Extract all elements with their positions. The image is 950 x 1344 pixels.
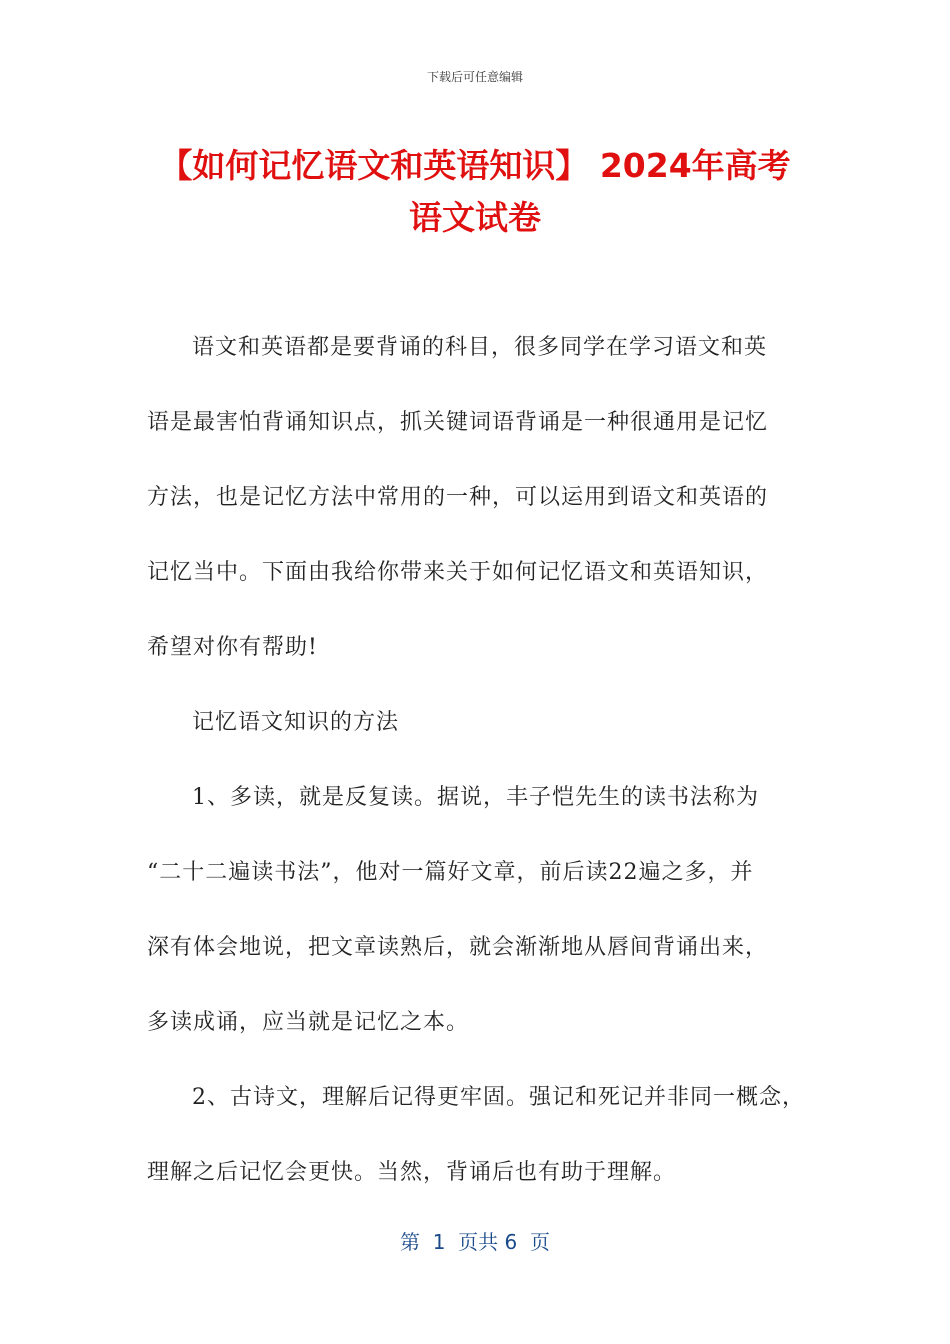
section-heading: 记忆语文知识的方法 [192,710,400,735]
body-line: 2、古诗文，理解后记得更牢固。强记和死记并非同一概念， [192,1085,805,1110]
body-line: 希望对你有帮助! [147,635,318,660]
page-footer: 第 1 页共 6 页 [400,1230,550,1254]
title-line-1: 【如何记忆语文和英语知识】 2024年高考 [159,146,791,185]
header-note: 下载后可任意编辑 [426,70,523,84]
body-line: “二十二遍读书法”，他对一篇好文章，前后读22遍之多，并 [147,860,754,885]
body-line: 语文和英语都是要背诵的科目，很多同学在学习语文和英 [192,335,768,360]
body-line: 记忆当中。下面由我给你带来关于如何记忆语文和英语知识， [147,560,769,585]
body-line: 多读成诵，应当就是记忆之本。 [147,1010,470,1035]
body-line: 1、多读，就是反复读。据说，丰子恺先生的读书法称为 [192,785,759,810]
body-line: 语是最害怕背诵知识点，抓关键词语背诵是一种很通用是记忆 [147,410,769,435]
document-title [120,140,830,244]
title-line-2: 语文试卷 [409,198,541,237]
body-line: 方法，也是记忆方法中常用的一种，可以运用到语文和英语的 [147,485,769,510]
body-line: 深有体会地说，把文章读熟后，就会渐渐地从唇间背诵出来， [147,935,769,960]
body-line: 理解之后记忆会更快。当然，背诵后也有助于理解。 [147,1160,677,1185]
